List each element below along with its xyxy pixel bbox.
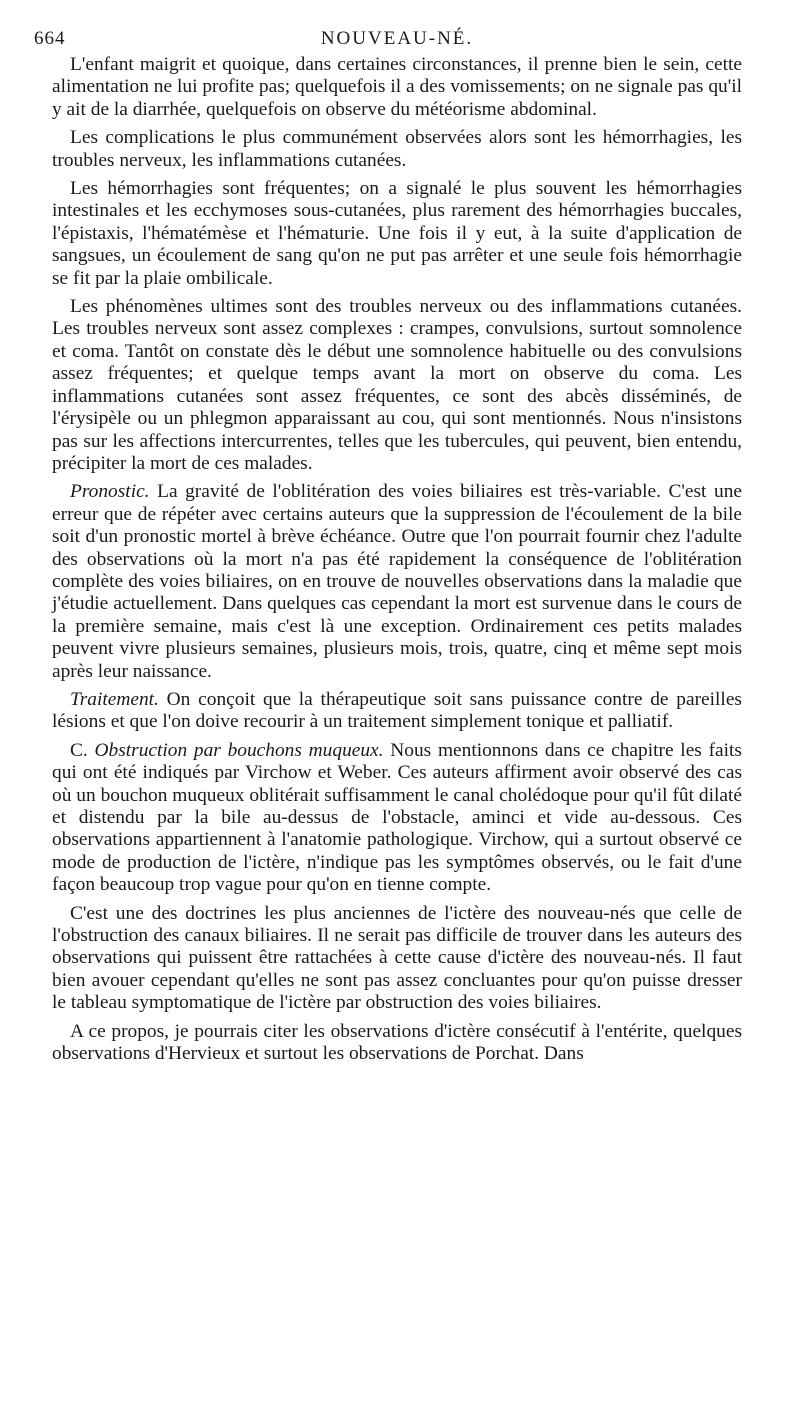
- page-number: 664: [34, 28, 66, 49]
- paragraph-pronostic: Pronostic. La gravité de l'oblitération des voies biliaires est très-variable. C'est une erreur que de répéter avec certains auteurs que la suppression de l'écoulement de la bile soit d'un pronostic mortel à brève échéance. Outre que l'on pourrait fournir chez l'adulte des observations où la mort n'a pas été rapidement la conséquence de l'oblitération complète des voies biliaires, on en trouve de nouvelles observations dans la maladie que j'étudie actuellement. Dans quelques cas cependant la mort est survenue dans le cours de la première semaine, mais c'est là une exception. Ordinairement ces petits malades peuvent vivre plusieurs semaines, plusieurs mois, trois, quatre, cinq et même sept mois après leur naissance.: [52, 481, 742, 682]
- page-header: [34, 24, 742, 54]
- book-page: [34, 24, 742, 1071]
- paragraph-ultimate-phenomena: Les phénomènes ultimes sont des troubles nerveux ou des inflammations cutanées. Les troubles nerveux sont assez complexes : crampes, convulsions, surtout somnolence et coma. Tantôt on constate dès le début une somnolence habituelle ou des convulsions assez fréquentes; et quelque temps avant la mort on observe du coma. Les inflammations cutanées sont assez fréquentes, ce sont des abcès disséminés, de l'érysipèle ou un phlegmon apparaissant au cou, qui sont mentionnés. Nous n'insistons pas sur les affections intercurrentes, telles que les tubercules, qui peuvent, bien entendu, précipiter la mort de ces malades.: [52, 296, 742, 474]
- pronostic-heading: Pronostic.: [70, 481, 150, 503]
- running-title: NOUVEAU-NÉ.: [320, 28, 474, 49]
- paragraph-traitement: Traitement. On conçoit que la thérapeutique soit sans puissance contre de pareilles lésions et que l'on doive recourir à un traitement simplement tonique et palliatif.: [52, 688, 742, 733]
- paragraph-obstruction: C. Obstruction par bouchons muqueux. Nous mentionnons dans ce chapitre les faits qui ont été indiqués par Virchow et Weber. Ces auteurs affirment avoir observé des cas où un bouchon muqueux oblitérait suffisamment le canal cholédoque pour qu'il fût dilaté et distendu par la bile au-dessus de l'obstacle, aminci et vide au-dessous. Ces observations appartiennent à l'anatomie pathologique. Virchow, qui a surtout observé ce mode de production de l'ictère, n'indique pas les symptômes observés, ou le fait d'une façon beaucoup trop vague pour qu'on en tienne compte.: [52, 739, 742, 896]
- obstruction-heading: Obstruction par bouchons muqueux.: [94, 739, 384, 761]
- section-letter: C.: [70, 739, 88, 761]
- paragraph-complications: Les complications le plus communément observées alors sont les hémorrhagies, les troubles nerveux, les inflammations cutanées.: [52, 127, 742, 171]
- paragraph-hemorrhages: Les hémorrhagies sont fréquentes; on a signalé le plus souvent les hémorrhagies intestinales et les ecchymoses sous-cutanées, plus rarement des hémorrhagies buccales, l'épistaxis, l'hématémèse et l'hématurie. Une fois il y eut, à la suite d'application de sangsues, un écoulement de sang qu'on ne put pas arrêter et une seule fois hémorrhagie se fit par la plaie ombilicale.: [52, 178, 742, 289]
- paragraph-symptoms: L'enfant maigrit et quoique, dans certaines circonstances, il prenne bien le sein, cette alimentation ne lui profite pas; quelquefois il a des vomissements; on ne signale pas qu'il y ait de la diarrhée, quelquefois on observe du météorisme abdominal.: [52, 54, 742, 120]
- paragraph-final: A ce propos, je pourrais citer les observations d'ictère consécutif à l'entérite, quelques observations d'Hervieux et surtout les observations de Porchat. Dans: [52, 1020, 742, 1065]
- traitement-heading: Traitement.: [70, 688, 159, 710]
- body-text: [52, 54, 742, 1065]
- paragraph-doctrine: C'est une des doctrines les plus anciennes de l'ictère des nouveau-nés que celle de l'obstruction des canaux biliaires. Il ne serait pas difficile de trouver dans les auteurs des observations qui puissent être rattachées à cette cause d'ictère des nouveau-nés. Il faut bien avouer cependant qu'elles ne sont pas assez concluantes pour qu'on puisse dresser le tableau symptomatique de l'ictère par obstruction des voies biliaires.: [52, 902, 742, 1014]
